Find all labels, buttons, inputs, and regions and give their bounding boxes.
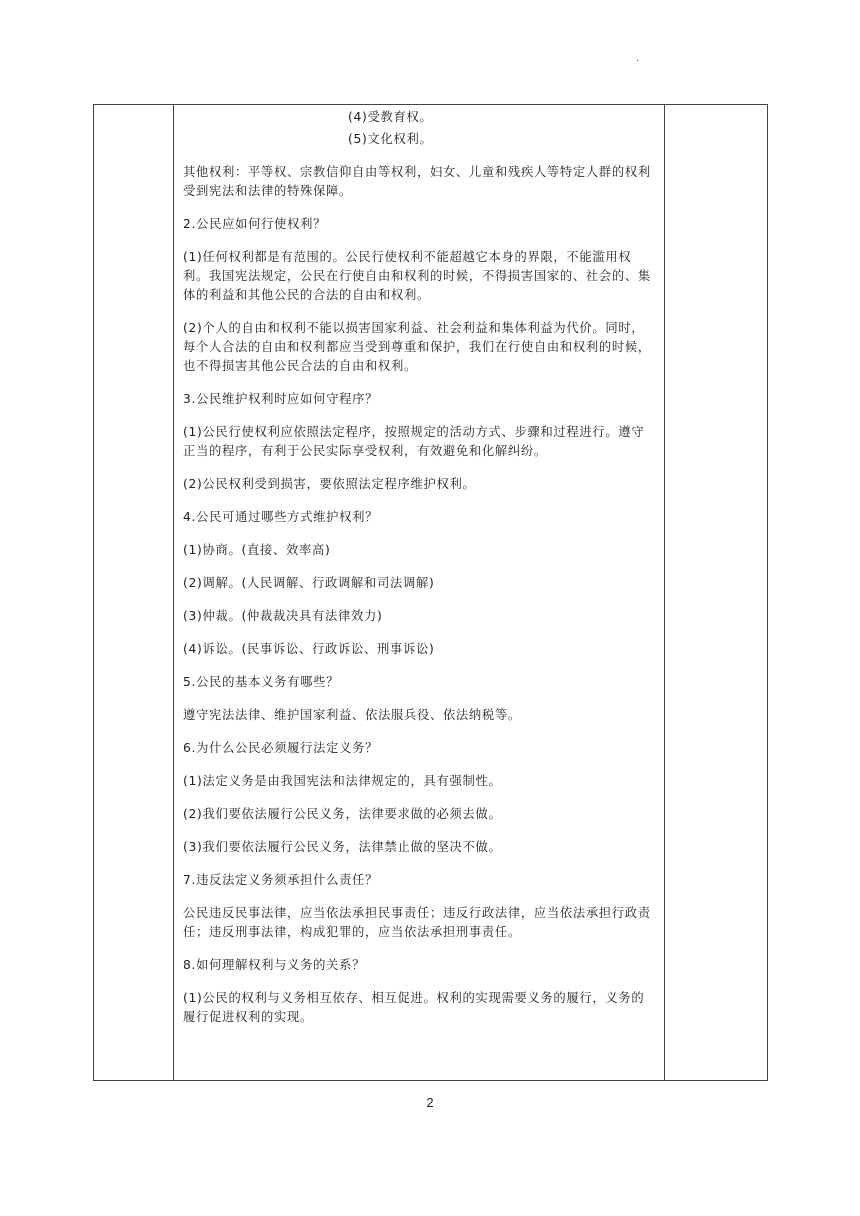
content-paragraph: 7.违反法定义务须承担什么责任？: [183, 873, 379, 887]
content-paragraph: 3.公民维护权利时应如何守程序？: [183, 392, 379, 406]
content-paragraph: (1)任何权利都是有范围的。公民行使权利不能超越它本身的界限，不能滥用权利。我国宪法规定，公民在行使自由和权利的时候，不得损害国家的、社会的、集体的利益和其他公民的合法的自由和权利。: [183, 250, 651, 302]
left-column-cell: [94, 105, 174, 1081]
content-paragraph: 6.为什么公民必须履行法定义务？: [183, 741, 379, 755]
page-number: 2: [426, 1095, 434, 1110]
content-paragraph: (1)公民行使权利应依照法定程序，按照规定的活动方式、步骤和过程进行。遵守正当的程序，有利于公民实际享受权利，有效避免和化解纠纷。: [183, 425, 645, 458]
content-paragraph: (3)我们要依法履行公民义务，法律禁止做的坚决不做。: [183, 840, 502, 854]
content-paragraph: 公民违反民事法律，应当依法承担民事责任；违反行政法律，应当依法承担行政责任；违反刑事法律，构成犯罪的，应当依法承担刑事责任。: [183, 906, 651, 939]
content-paragraph: 遵守宪法法律、维护国家利益、依法服兵役、依法纳税等。: [183, 708, 521, 722]
content-paragraph: (2)个人的自由和权利不能以损害国家利益、社会利益和集体利益为代价。同时，每个人合法的自由和权利都应当受到尊重和保护，我们在行使自由和权利的时候，也不得损害其他公民合法的自由和权利。: [183, 321, 651, 373]
content-paragraph: (5)文化权利。: [348, 132, 433, 146]
main-content-cell: [174, 105, 665, 1081]
content-paragraph: 5.公民的基本义务有哪些？: [183, 675, 340, 689]
content-paragraph: 4.公民可通过哪些方式维护权利？: [183, 510, 379, 524]
content-paragraph: (3)仲裁。(仲裁裁决具有法律效力): [183, 609, 383, 623]
content-paragraph: (2)我们要依法履行公民义务，法律要求做的必须去做。: [183, 807, 502, 821]
content-paragraph: 2.公民应如何行使权利？: [183, 217, 327, 231]
content-paragraph: (1)协商。(直接、效率高): [183, 543, 331, 557]
right-column-cell: [665, 105, 768, 1081]
content-paragraph: (2)调解。(人民调解、行政调解和司法调解): [183, 576, 435, 590]
content-paragraph: 其他权利：平等权、宗教信仰自由等权利，妇女、儿童和残疾人等特定人群的权利受到宪法和法律的特殊保障。: [183, 165, 651, 198]
content-paragraph: (1)公民的权利与义务相互依存、相互促进。权利的实现需要义务的履行，义务的履行促进权利的实现。: [183, 991, 645, 1024]
content-body: [174, 108, 664, 1027]
header-mark: ·: [636, 56, 640, 67]
content-table: [93, 104, 768, 1081]
content-paragraph: (1)法定义务是由我国宪法和法律规定的，具有强制性。: [183, 774, 502, 788]
content-paragraph: 8.如何理解权利与义务的关系？: [183, 958, 366, 972]
content-paragraph: (2)公民权利受到损害，要依照法定程序维护权利。: [183, 477, 476, 491]
content-paragraph: (4)受教育权。: [348, 110, 433, 124]
content-paragraph: (4)诉讼。(民事诉讼、行政诉讼、刑事诉讼): [183, 642, 435, 656]
